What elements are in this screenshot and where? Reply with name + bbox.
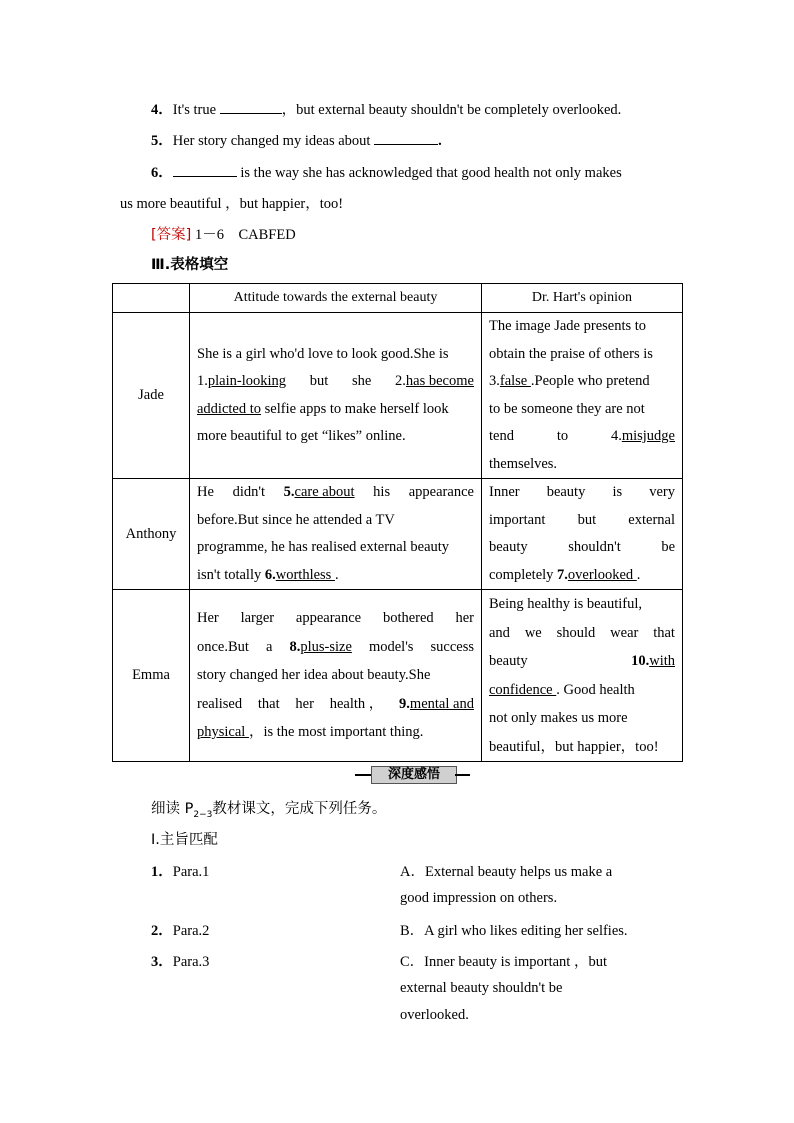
exercise-item-6-continued: us more beautiful ，but happier，too!: [120, 196, 344, 212]
match-option-c-continued-2: overlooked.: [400, 1007, 469, 1023]
blank-number: 7.: [557, 566, 568, 583]
item-text-after: .: [438, 133, 442, 149]
answer-tag: [答案]: [151, 227, 192, 243]
cell-line: beautiful，but happier，too!: [489, 738, 659, 755]
opinion-cell: [482, 590, 683, 762]
cell-line: [197, 534, 474, 562]
cell-text: Being healthy is beautiful,: [489, 596, 643, 612]
item-text: Para.2: [172, 923, 210, 939]
cell-line: [197, 396, 474, 424]
match-left-item-3: [151, 950, 209, 971]
cell-text: before.But since he attended a TV: [197, 511, 395, 528]
cell-line: [489, 590, 675, 619]
cell-line: Inner beauty is very: [489, 484, 675, 500]
item-text-after: ，but external beauty shouldn't be completely overlooked.: [281, 102, 622, 118]
cell-text: She is a girl who'd love to look good.She is: [197, 345, 449, 362]
cell-line: to be someone they are not: [489, 400, 645, 417]
section-title-table-fill: Ⅲ.表格填空: [151, 257, 229, 273]
item-number: 4．: [151, 102, 173, 118]
blank-number: 10.: [631, 653, 650, 669]
blank-number: 9.: [399, 695, 410, 712]
cell-line: [197, 341, 474, 369]
cell-line: not only makes us more: [489, 710, 628, 726]
cell-text: selfie apps to make herself look: [261, 400, 449, 417]
answer-blank[interactable]: [220, 112, 282, 114]
cell-text: story changed her idea about beauty.She: [197, 667, 431, 684]
cell-text: isn't totally: [197, 566, 265, 583]
instruction-page-range: 2−3: [193, 809, 213, 820]
cell-line: Her larger appearance bothered her: [197, 610, 474, 627]
instruction-text: [151, 797, 386, 820]
answer-text: 1－6 CABFED: [194, 227, 296, 243]
match-left-item-1: [151, 860, 209, 881]
exercise-item-6: [151, 161, 622, 182]
fill-in-table: [112, 283, 683, 762]
banner-label: 深度感悟: [371, 766, 457, 784]
cell-line: [197, 507, 474, 535]
filled-answer: confidence: [489, 681, 557, 698]
filled-answer: misjudge: [621, 428, 675, 444]
banner-rule-right: [455, 774, 470, 776]
section-banner: [355, 766, 470, 784]
match-option-b: B．A girl who likes editing her selfies.: [400, 923, 628, 939]
item-text: It's true: [172, 102, 220, 118]
cell-line: important but external: [489, 511, 675, 528]
cell-text: .: [636, 566, 641, 583]
row-name: Jade: [113, 313, 190, 479]
item-text-after: is the way she has acknowledged that good health not only makes: [236, 165, 622, 181]
section-title-main-idea-matching: Ⅰ.主旨匹配: [151, 832, 218, 848]
cell-line: [489, 368, 675, 396]
cell-text: beauty: [489, 653, 528, 669]
table-row: [113, 590, 683, 762]
answer-line: [151, 223, 296, 244]
attitude-cell: [190, 313, 482, 479]
match-left-item-2: [151, 919, 209, 940]
cell-text: The image Jade presents to: [489, 318, 647, 334]
header-empty: [113, 284, 190, 313]
cell-line: once.But a 8.plus-size model's success: [197, 638, 474, 655]
blank-number: 6.: [264, 566, 276, 583]
cell-text: completely: [489, 566, 558, 583]
cell-line: beauty shouldn't be: [489, 539, 675, 555]
opinion-cell: [482, 479, 683, 590]
filled-answer: overlooked: [567, 566, 637, 583]
cell-line: [489, 313, 675, 341]
filled-answer: plain-looking: [207, 373, 287, 389]
column-header: Attitude towards the external beauty: [190, 284, 482, 313]
filled-answer: physical: [197, 724, 249, 741]
cell-line: 1.plain-looking but she 2.has become: [197, 373, 474, 389]
table-row: [113, 313, 683, 479]
cell-line: realised that her health ， 9.mental and: [197, 695, 474, 712]
exercise-item-4: [151, 98, 621, 119]
column-header: Dr. Hart's opinion: [482, 284, 683, 313]
filled-answer: with: [649, 653, 675, 669]
banner-rule-left: [355, 774, 371, 776]
cell-line: and we should wear that: [489, 624, 675, 641]
filled-answer: worthless: [275, 566, 335, 583]
cell-line: [489, 647, 675, 676]
item-text: Para.3: [172, 954, 210, 970]
instruction-post: 教材课文，完成下列任务。: [212, 801, 387, 817]
cell-text: to: [556, 428, 569, 444]
cell-line: He didn't 5.care about his appearance: [197, 484, 474, 500]
cell-text: obtain the praise of others is: [489, 345, 653, 362]
cell-line: [489, 676, 675, 705]
match-option-c: C．Inner beauty is important ，but: [400, 954, 607, 970]
cell-text: tend: [489, 428, 514, 444]
cell-line: themselves.: [489, 455, 558, 472]
match-option-c-continued: external beauty shouldn't be: [400, 980, 563, 996]
cell-line: [489, 562, 675, 590]
match-option-a: A．External beauty helps us make a: [400, 864, 613, 880]
row-name: Anthony: [113, 479, 190, 590]
cell-text: ，is the most important thing.: [248, 724, 424, 741]
table-row: [113, 479, 683, 590]
answer-blank[interactable]: [173, 175, 237, 177]
opinion-cell: [482, 313, 683, 479]
blank-number: 1.: [197, 373, 208, 389]
filled-answer: addicted to: [197, 400, 262, 417]
item-number: 3．: [151, 954, 173, 970]
cell-text: programme, he has realised external beauty: [197, 539, 450, 555]
item-number: 2．: [151, 923, 173, 939]
filled-answer: false: [499, 373, 531, 389]
cell-line: [197, 661, 474, 690]
cell-line: more beautiful to get “likes” online.: [197, 428, 406, 444]
item-number: 5．: [151, 133, 173, 149]
filled-answer: mental and: [409, 695, 474, 712]
filled-answer: care about: [294, 484, 355, 500]
cell-text: .People who pretend: [530, 373, 650, 389]
item-text: Her story changed my ideas about: [172, 133, 375, 149]
blank-number: 4.: [610, 428, 622, 444]
blank-number: 3.: [489, 373, 500, 389]
cell-text: . Good health: [556, 681, 635, 698]
cell-line: [197, 562, 474, 590]
attitude-cell: [190, 590, 482, 762]
item-number: 1．: [151, 864, 173, 880]
filled-answer: has become: [405, 373, 474, 389]
exercise-item-5: [151, 129, 442, 150]
item-number: 6．: [151, 165, 173, 181]
cell-text: .: [334, 566, 339, 583]
cell-line: [489, 341, 675, 369]
cell-line: [197, 718, 474, 747]
answer-blank[interactable]: [374, 143, 438, 145]
blank-number: 5.: [283, 484, 295, 500]
match-option-a-continued: good impression on others.: [400, 890, 558, 906]
table-header-row: [113, 284, 683, 313]
row-name: Emma: [113, 590, 190, 762]
item-text: Para.1: [172, 864, 210, 880]
instruction-pre: 细读 P: [151, 801, 194, 817]
attitude-cell: [190, 479, 482, 590]
filled-answer: plus-size: [300, 638, 352, 655]
cell-line: [489, 423, 675, 451]
blank-number: 8.: [289, 638, 301, 655]
